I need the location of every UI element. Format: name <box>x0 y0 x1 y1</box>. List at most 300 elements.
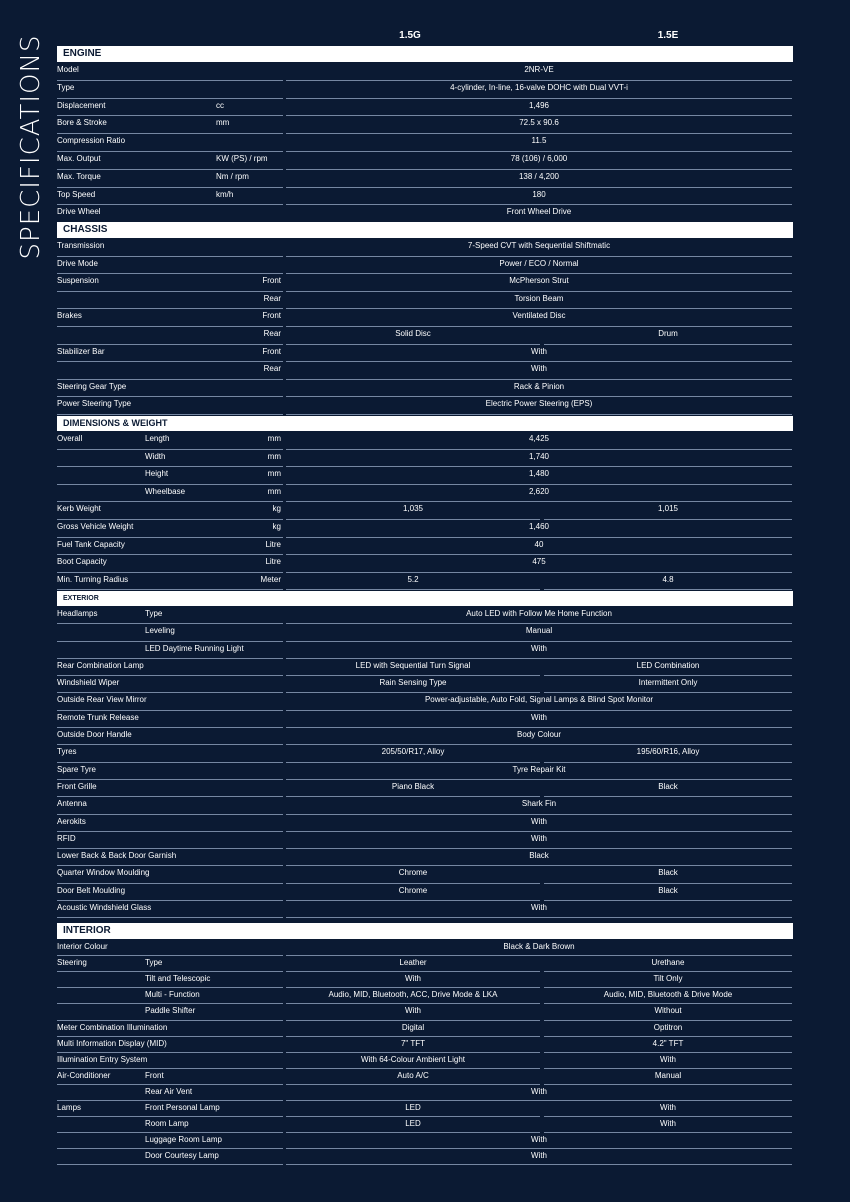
row-divider <box>286 187 792 188</box>
spec-value-1-5e: With <box>660 1103 676 1112</box>
row-divider <box>286 501 792 502</box>
row-divider <box>286 641 792 642</box>
row-divider <box>286 98 792 99</box>
spec-unit: Nm / rpm <box>216 172 249 181</box>
row-divider <box>57 710 283 711</box>
spec-value-1-5e: With <box>660 1119 676 1128</box>
row-divider <box>544 1068 792 1069</box>
spec-position: Meter <box>260 575 281 584</box>
spec-label: Quarter Window Moulding <box>57 868 150 877</box>
spec-label: Transmission <box>57 241 105 250</box>
spec-label: Outside Rear View Mirror <box>57 695 147 704</box>
row-divider <box>57 955 283 956</box>
spec-sub-label: Front Personal Lamp <box>145 1103 220 1112</box>
spec-value-1-5g: Rain Sensing Type <box>379 678 447 687</box>
row-divider <box>286 449 792 450</box>
row-divider <box>57 848 283 849</box>
row-divider <box>286 1003 540 1004</box>
spec-position: kg <box>272 522 281 531</box>
spec-value-1-5e: Without <box>654 1006 682 1015</box>
spec-sub-label: Luggage Room Lamp <box>145 1135 222 1144</box>
spec-label: Steering Gear Type <box>57 382 127 391</box>
spec-value-both: With <box>531 364 547 373</box>
spec-label: RFID <box>57 834 76 843</box>
spec-value-1-5e: 1,015 <box>657 504 679 513</box>
row-divider <box>57 98 283 99</box>
spec-label: Suspension <box>57 276 99 285</box>
spec-value-both: With <box>531 903 547 912</box>
row-divider <box>286 987 540 988</box>
spec-value-both: Torsion Beam <box>514 294 564 303</box>
spec-position: mm <box>267 469 281 478</box>
spec-value-both: Front Wheel Drive <box>506 207 572 216</box>
row-divider <box>57 1164 283 1165</box>
row-divider <box>286 900 540 901</box>
section-header: CHASSIS <box>57 222 793 238</box>
spec-sub-label: Length <box>145 434 170 443</box>
row-divider <box>57 987 283 988</box>
row-divider <box>286 1148 792 1149</box>
row-divider <box>57 537 283 538</box>
row-divider <box>57 414 283 415</box>
row-divider <box>57 187 283 188</box>
row-divider <box>57 796 283 797</box>
row-divider <box>57 273 283 274</box>
spec-value-both: 1,460 <box>528 522 550 531</box>
row-divider <box>544 987 792 988</box>
spec-value-both: 40 <box>534 540 544 549</box>
row-divider <box>544 589 792 590</box>
spec-value-1-5e: Black <box>658 868 678 877</box>
spec-value-both: With <box>531 817 547 826</box>
row-divider <box>57 256 283 257</box>
row-divider <box>286 1052 540 1053</box>
row-divider <box>286 151 792 152</box>
section-header: EXTERIOR <box>57 591 793 606</box>
spec-value-both: 4-cylinder, In-line, 16-valve DOHC with Dual VVT-i <box>450 83 628 92</box>
row-divider <box>57 204 283 205</box>
spec-sub-label: Height <box>145 469 169 478</box>
spec-label: Windshield Wiper <box>57 678 120 687</box>
spec-label: Tyres <box>57 747 77 756</box>
row-divider <box>286 308 792 309</box>
spec-position: Front <box>262 311 281 320</box>
row-divider <box>544 1036 792 1037</box>
row-divider <box>57 589 283 590</box>
spec-value-both: With <box>531 834 547 843</box>
spec-value-1-5e: Manual <box>654 1071 682 1080</box>
spec-sub-label: Room Lamp <box>145 1119 189 1128</box>
row-divider <box>286 537 792 538</box>
row-divider <box>286 658 792 659</box>
row-divider <box>286 710 792 711</box>
row-divider <box>57 1068 283 1069</box>
spec-value-1-5g: With <box>405 974 421 983</box>
row-divider <box>286 762 540 763</box>
spec-value-1-5e: Black <box>658 782 678 791</box>
row-divider <box>286 115 792 116</box>
spec-label: Illumination Entry System <box>57 1055 148 1064</box>
row-divider <box>544 1132 792 1133</box>
spec-label: Rear Combination Lamp <box>57 661 144 670</box>
spec-value-1-5g: Piano Black <box>391 782 435 791</box>
row-divider <box>57 291 283 292</box>
spec-value-both: Tyre Repair Kit <box>512 765 566 774</box>
row-divider <box>57 623 283 624</box>
row-divider <box>286 484 792 485</box>
row-divider <box>57 779 283 780</box>
spec-unit: mm <box>216 118 230 127</box>
row-divider <box>544 883 792 884</box>
spec-value-1-5e: 4.2" TFT <box>652 1039 684 1048</box>
spec-sub-label: Type <box>145 609 163 618</box>
spec-position: mm <box>267 487 281 496</box>
spec-value-both: Electric Power Steering (EPS) <box>485 399 593 408</box>
row-divider <box>57 449 283 450</box>
spec-position: Litre <box>265 540 281 549</box>
spec-value-both: With <box>531 1087 547 1096</box>
spec-value-1-5g: 1,035 <box>402 504 424 513</box>
spec-sub-label: Tilt and Telescopic <box>145 974 211 983</box>
row-divider <box>544 1052 792 1053</box>
row-divider <box>57 133 283 134</box>
spec-label: Fuel Tank Capacity <box>57 540 125 549</box>
spec-value-1-5g: 7" TFT <box>400 1039 426 1048</box>
spec-value-both: 78 (106) / 6,000 <box>510 154 568 163</box>
row-divider <box>57 1148 283 1149</box>
spec-value-both: With <box>531 644 547 653</box>
row-divider <box>57 917 283 918</box>
spec-label: Drive Mode <box>57 259 98 268</box>
spec-value-both: Ventilated Disc <box>512 311 566 320</box>
row-divider <box>57 1052 283 1053</box>
row-divider <box>286 883 540 884</box>
row-divider <box>57 379 283 380</box>
spec-value-both: With <box>531 347 547 356</box>
row-divider <box>286 727 792 728</box>
row-divider <box>57 641 283 642</box>
row-divider <box>286 971 540 972</box>
row-divider <box>286 831 792 832</box>
spec-value-both: Auto LED with Follow Me Home Function <box>466 609 612 618</box>
spec-label: Overall <box>57 434 83 443</box>
spec-label: Kerb Weight <box>57 504 101 513</box>
spec-label: Interior Colour <box>57 942 108 951</box>
row-divider <box>286 344 540 345</box>
spec-value-1-5e: Tilt Only <box>653 974 683 983</box>
row-divider <box>57 466 283 467</box>
section-header: ENGINE <box>57 46 793 62</box>
row-divider <box>57 762 283 763</box>
spec-value-1-5e: 4.8 <box>662 575 674 584</box>
spec-value-both: 11.5 <box>531 136 547 145</box>
row-divider <box>57 900 283 901</box>
spec-value-both: 2NR-VE <box>524 65 554 74</box>
spec-label: Antenna <box>57 799 87 808</box>
spec-value-1-5e: Urethane <box>651 958 685 967</box>
column-header-1-5e: 1.5E <box>657 30 679 41</box>
spec-value-1-5e: LED Combination <box>636 661 700 670</box>
spec-value-1-5g: Chrome <box>398 868 428 877</box>
row-divider <box>57 1036 283 1037</box>
row-divider <box>57 1132 283 1133</box>
spec-value-1-5e: Audio, MID, Bluetooth & Drive Mode <box>603 990 733 999</box>
spec-label: Door Belt Moulding <box>57 886 126 895</box>
spec-sub-label: Type <box>145 958 163 967</box>
row-divider <box>286 414 792 415</box>
row-divider <box>544 1116 792 1117</box>
row-divider <box>544 344 792 345</box>
spec-unit: cc <box>216 101 224 110</box>
row-divider <box>286 291 792 292</box>
spec-value-both: 4,425 <box>528 434 550 443</box>
spec-value-1-5g: LED <box>405 1103 421 1112</box>
spec-value-both: 180 <box>532 190 546 199</box>
row-divider <box>286 779 792 780</box>
spec-label: Stabilizer Bar <box>57 347 105 356</box>
spec-value-both: Power-adjustable, Auto Fold, Signal Lamps & Blind Spot Monitor <box>424 695 654 704</box>
row-divider <box>57 501 283 502</box>
row-divider <box>286 955 792 956</box>
spec-value-1-5g: With <box>405 1006 421 1015</box>
row-divider <box>286 80 792 81</box>
row-divider <box>286 692 540 693</box>
row-divider <box>57 572 283 573</box>
row-divider <box>544 519 792 520</box>
row-divider <box>57 692 283 693</box>
spec-value-both: 138 / 4,200 <box>518 172 560 181</box>
row-divider <box>57 971 283 972</box>
spec-label: Model <box>57 65 79 74</box>
spec-sub-label: Wheelbase <box>145 487 186 496</box>
row-divider <box>57 326 283 327</box>
row-divider <box>286 1100 792 1101</box>
spec-label: Multi Information Display (MID) <box>57 1039 167 1048</box>
spec-label: Gross Vehicle Weight <box>57 522 134 531</box>
row-divider <box>286 814 792 815</box>
row-divider <box>286 1116 540 1117</box>
spec-value-1-5g: Solid Disc <box>395 329 431 338</box>
row-divider <box>57 308 283 309</box>
spec-label: Bore & Stroke <box>57 118 107 127</box>
row-divider <box>286 675 540 676</box>
spec-value-both: 475 <box>532 557 546 566</box>
spec-label: Lower Back & Back Door Garnish <box>57 851 177 860</box>
spec-value-both: 2,620 <box>528 487 550 496</box>
spec-value-1-5g: Audio, MID, Bluetooth, ACC, Drive Mode & LKA <box>328 990 498 999</box>
spec-position: kg <box>272 504 281 513</box>
spec-value-both: McPherson Strut <box>509 276 569 285</box>
spec-label: Power Steering Type <box>57 399 132 408</box>
row-divider <box>544 1003 792 1004</box>
spec-position: Rear <box>263 364 281 373</box>
spec-label: Meter Combination Illumination <box>57 1023 168 1032</box>
row-divider <box>286 865 792 866</box>
spec-sub-label: Front <box>145 1071 164 1080</box>
spec-value-1-5g: 205/50/R17, Alloy <box>381 747 445 756</box>
row-divider <box>286 169 792 170</box>
spec-label: Type <box>57 83 75 92</box>
spec-label: Steering <box>57 958 87 967</box>
row-divider <box>57 396 283 397</box>
row-divider <box>286 623 792 624</box>
spec-position: mm <box>267 452 281 461</box>
column-header-1-5g: 1.5G <box>399 30 421 41</box>
spec-value-both: 1,740 <box>528 452 550 461</box>
spec-value-both: 1,480 <box>528 469 550 478</box>
spec-sub-label: Multi - Function <box>145 990 200 999</box>
spec-value-1-5e: 195/60/R16, Alloy <box>636 747 700 756</box>
row-divider <box>544 1020 792 1021</box>
spec-value-both: Body Colour <box>516 730 562 739</box>
row-divider <box>57 115 283 116</box>
row-divider <box>57 675 283 676</box>
row-divider <box>57 80 283 81</box>
row-divider <box>57 1084 283 1085</box>
spec-label: Outside Door Handle <box>57 730 132 739</box>
row-divider <box>57 361 283 362</box>
row-divider <box>286 917 792 918</box>
spec-unit: km/h <box>216 190 234 199</box>
spec-label: Boot Capacity <box>57 557 107 566</box>
spec-label: Headlamps <box>57 609 98 618</box>
spec-label: Max. Output <box>57 154 101 163</box>
spec-position: Litre <box>265 557 281 566</box>
row-divider <box>57 151 283 152</box>
spec-value-1-5g: LED <box>405 1119 421 1128</box>
spec-position: Front <box>262 347 281 356</box>
row-divider <box>544 675 792 676</box>
row-divider <box>57 883 283 884</box>
row-divider <box>286 554 792 555</box>
row-divider <box>286 1020 540 1021</box>
row-divider <box>544 1084 792 1085</box>
spec-unit: KW (PS) / rpm <box>216 154 268 163</box>
spec-value-1-5e: Black <box>658 886 678 895</box>
spec-position: mm <box>267 434 281 443</box>
row-divider <box>57 1003 283 1004</box>
spec-label: Compression Ratio <box>57 136 126 145</box>
spec-label: Air-Conditioner <box>57 1071 111 1080</box>
row-divider <box>57 658 283 659</box>
spec-sub-label: Rear Air Vent <box>145 1087 193 1096</box>
row-divider <box>57 814 283 815</box>
spec-value-1-5g: Leather <box>399 958 427 967</box>
row-divider <box>57 865 283 866</box>
spec-label: Aerokits <box>57 817 86 826</box>
row-divider <box>286 256 792 257</box>
spec-value-both: With <box>531 1151 547 1160</box>
row-divider <box>286 1068 540 1069</box>
row-divider <box>286 133 792 134</box>
row-divider <box>286 589 540 590</box>
row-divider <box>286 466 792 467</box>
row-divider <box>286 361 792 362</box>
spec-label: Acoustic Windshield Glass <box>57 903 152 912</box>
spec-sub-label: Width <box>145 452 166 461</box>
spec-label: Top Speed <box>57 190 96 199</box>
section-header: INTERIOR <box>57 923 793 939</box>
spec-value-both: Power / ECO / Normal <box>499 259 579 268</box>
spec-label: Max. Torque <box>57 172 101 181</box>
spec-value-1-5g: LED with Sequential Turn Signal <box>355 661 471 670</box>
spec-value-1-5g: With 64-Colour Ambient Light <box>360 1055 466 1064</box>
spec-label: Remote Trunk Release <box>57 713 139 722</box>
spec-value-both: 1,496 <box>528 101 550 110</box>
row-divider <box>544 692 792 693</box>
spec-value-1-5e: Optitron <box>653 1023 683 1032</box>
row-divider <box>57 344 283 345</box>
row-divider <box>544 971 792 972</box>
spec-position: Front <box>262 276 281 285</box>
row-divider <box>57 831 283 832</box>
row-divider <box>286 379 792 380</box>
spec-value-both: Rack & Pinion <box>513 382 565 391</box>
spec-label: Brakes <box>57 311 82 320</box>
spec-value-1-5g: Chrome <box>398 886 428 895</box>
spec-value-1-5e: Drum <box>658 329 678 338</box>
spec-label: Front Grille <box>57 782 97 791</box>
spec-value-1-5e: With <box>660 1055 676 1064</box>
row-divider <box>57 1020 283 1021</box>
row-divider <box>544 900 792 901</box>
row-divider <box>286 326 792 327</box>
spec-label: Lamps <box>57 1103 82 1112</box>
row-divider <box>57 519 283 520</box>
row-divider <box>286 204 792 205</box>
row-divider <box>286 848 792 849</box>
row-divider <box>286 1036 540 1037</box>
spec-value-1-5g: 5.2 <box>407 575 419 584</box>
spec-label: Spare Tyre <box>57 765 96 774</box>
row-divider <box>57 1116 283 1117</box>
row-divider <box>57 727 283 728</box>
spec-value-both: Black & Dark Brown <box>503 942 575 951</box>
spec-value-1-5g: Digital <box>401 1023 425 1032</box>
spec-position: Rear <box>263 294 281 303</box>
row-divider <box>286 744 792 745</box>
row-divider <box>286 273 792 274</box>
spec-label: Min. Turning Radius <box>57 575 129 584</box>
side-title-text: SPECIFICATIONS <box>16 34 46 260</box>
row-divider <box>286 519 540 520</box>
row-divider <box>57 484 283 485</box>
spec-value-both: Shark Fin <box>521 799 557 808</box>
spec-label: Displacement <box>57 101 106 110</box>
spec-sub-label: Paddle Shifter <box>145 1006 196 1015</box>
row-divider <box>57 169 283 170</box>
row-divider <box>286 572 792 573</box>
row-divider <box>286 1084 540 1085</box>
row-divider <box>57 554 283 555</box>
row-divider <box>57 1100 283 1101</box>
section-header: DIMENSIONS & WEIGHT <box>57 416 793 431</box>
row-divider <box>286 1164 792 1165</box>
row-divider <box>286 1132 540 1133</box>
row-divider <box>286 796 540 797</box>
spec-value-1-5e: Intermittent Only <box>638 678 698 687</box>
row-divider <box>57 744 283 745</box>
spec-value-both: With <box>531 1135 547 1144</box>
spec-position: Rear <box>263 329 281 338</box>
row-divider <box>544 762 792 763</box>
spec-label: Drive Wheel <box>57 207 101 216</box>
spec-sub-label: LED Daytime Running Light <box>145 644 244 653</box>
spec-value-both: With <box>531 713 547 722</box>
spec-value-both: Black <box>529 851 549 860</box>
row-divider <box>286 396 792 397</box>
spec-sub-label: Leveling <box>145 626 175 635</box>
